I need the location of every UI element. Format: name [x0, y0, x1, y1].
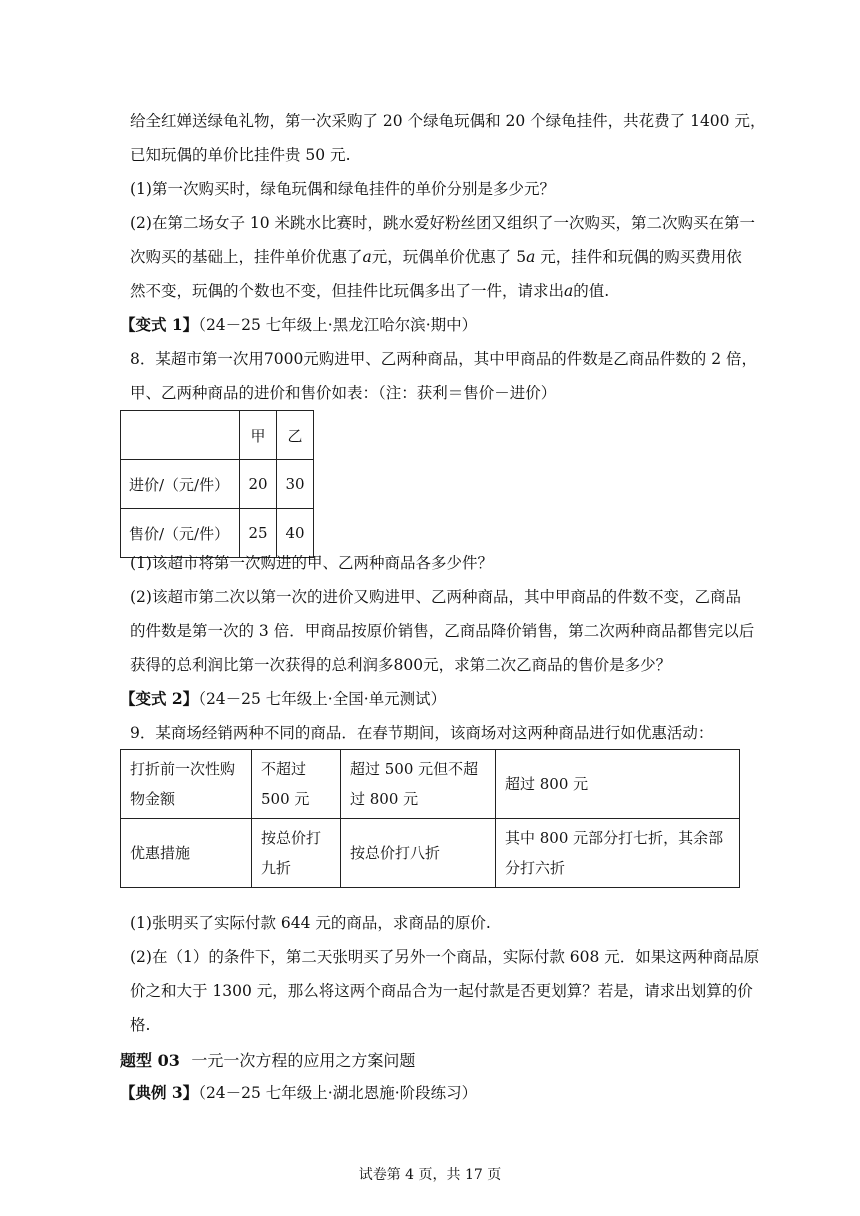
q8-text-line-2: 甲、乙两种商品的进价和售价如表：（注：获利＝售价－进价）	[130, 384, 557, 402]
q7-part-2-line-3	[130, 280, 609, 302]
page-footer: 试卷第 4 页，共 17 页	[358, 1167, 502, 1183]
variable-a: a	[526, 248, 536, 266]
table-row	[121, 750, 740, 819]
variant-2-heading	[120, 688, 446, 710]
q7-part-2-line-2	[130, 246, 742, 268]
q8-text-line-1: 8．某超市第一次用7000元购进甲、乙两种商品，其中甲商品的件数是乙商品件数的 2 倍，	[130, 350, 758, 368]
table-header-row	[121, 411, 314, 460]
table-cell: 25	[240, 509, 277, 558]
table-cell: 其中 800 元部分打七折，其余部分打六折	[496, 819, 740, 888]
table-cell: 售价/（元/件）	[121, 509, 240, 558]
variant-1-label: 【变式 1】	[120, 315, 199, 334]
q9-part-2-line-1: (2)在（1）的条件下，第二天张明买了另外一个商品，实际付款 608 元．如果这两种商品原	[130, 948, 760, 966]
example-3-label: 【典例 3】	[120, 1083, 199, 1102]
q7-text-line-2: 已知玩偶的单价比挂件贵 50 元.	[130, 146, 351, 164]
q7-part-2-line-2c: 元，挂件和玩偶的购买费用依	[535, 248, 742, 266]
q7-part-2-line-2b: 元，玩偶单价优惠了 5	[371, 248, 527, 266]
q9-part-2-line-3: 格.	[130, 1016, 151, 1034]
q9-part-1: (1)张明买了实际付款 644 元的商品，求商品的原价.	[130, 914, 491, 932]
table-row	[121, 819, 740, 888]
table-cell: 按总价打九折	[252, 819, 341, 888]
variant-1-heading	[120, 314, 477, 336]
variable-a: a	[564, 282, 574, 300]
section-label: 题型 03	[120, 1051, 180, 1070]
example-3-source: （24－25 七年级上·湖北恩施·阶段练习）	[198, 1084, 478, 1102]
variant-2-source: （24－25 七年级上·全国·单元测试）	[198, 690, 447, 708]
table-cell: 不超过 500 元	[252, 750, 341, 819]
q9-text-line-1: 9．某商场经销两种不同的商品．在春节期间，该商场对这两种商品进行如优惠活动：	[130, 724, 714, 742]
q7-part-1: (1)第一次购买时，绿龟玩偶和绿龟挂件的单价分别是多少元？	[130, 180, 555, 198]
table-cell: 30	[277, 460, 314, 509]
table-cell: 打折前一次性购物金额	[121, 750, 252, 819]
table-cell: 甲	[240, 411, 277, 460]
q7-part-2-line-3a: 然不变，玩偶的个数也不变，但挂件比玩偶多出了一件，请求出	[130, 282, 565, 300]
q8-part-2-line-2: 的件数是第一次的 3 倍．甲商品按原价销售，乙商品降价销售，第二次两种商品都售完以后	[130, 622, 755, 640]
table-cell: 超过 800 元	[496, 750, 740, 819]
table-cell: 超过 500 元但不超过 800 元	[341, 750, 496, 819]
example-3-heading	[120, 1082, 477, 1104]
table-cell: 乙	[277, 411, 314, 460]
q8-part-1: (1)该超市将第一次购进的甲、乙两种商品各多少件？	[130, 554, 493, 572]
q9-discount-table	[120, 749, 740, 888]
variant-2-label: 【变式 2】	[120, 689, 199, 708]
table-cell: 按总价打八折	[341, 819, 496, 888]
variant-1-source: （24－25 七年级上·黑龙江哈尔滨·期中）	[198, 316, 478, 334]
table-row	[121, 509, 314, 558]
table-cell: 优惠措施	[121, 819, 252, 888]
q9-part-2-line-2: 价之和大于 1300 元，那么将这两个商品合为一起付款是否更划算？若是，请求出划算的价	[130, 982, 753, 1000]
section-title: 一元一次方程的应用之方案问题	[191, 1051, 416, 1070]
table-cell: 40	[277, 509, 314, 558]
table-cell: 进价/（元/件）	[121, 460, 240, 509]
table-row	[121, 460, 314, 509]
q7-part-2-line-1: (2)在第二场女子 10 米跳水比赛时，跳水爱好粉丝团又组织了一次购买，第二次购买在第一	[130, 214, 756, 232]
q8-price-table	[120, 410, 314, 558]
q7-part-2-line-2a: 次购买的基础上，挂件单价优惠了	[130, 248, 363, 266]
variable-a: a	[362, 248, 372, 266]
table-cell	[121, 411, 240, 460]
q7-text-line-1: 给全红婵送绿龟礼物，第一次采购了 20 个绿龟玩偶和 20 个绿龟挂件，共花费了 1400 元，	[130, 112, 766, 130]
q8-part-2-line-3: 获得的总利润比第一次获得的总利润多800元，求第二次乙商品的售价是多少？	[130, 656, 672, 674]
q7-part-2-line-3b: 的值.	[573, 282, 610, 300]
table-cell: 20	[240, 460, 277, 509]
section-heading	[120, 1048, 415, 1071]
q8-part-2-line-1: (2)该超市第二次以第一次的进价又购进甲、乙两种商品，其中甲商品的件数不变，乙商品	[130, 588, 741, 606]
